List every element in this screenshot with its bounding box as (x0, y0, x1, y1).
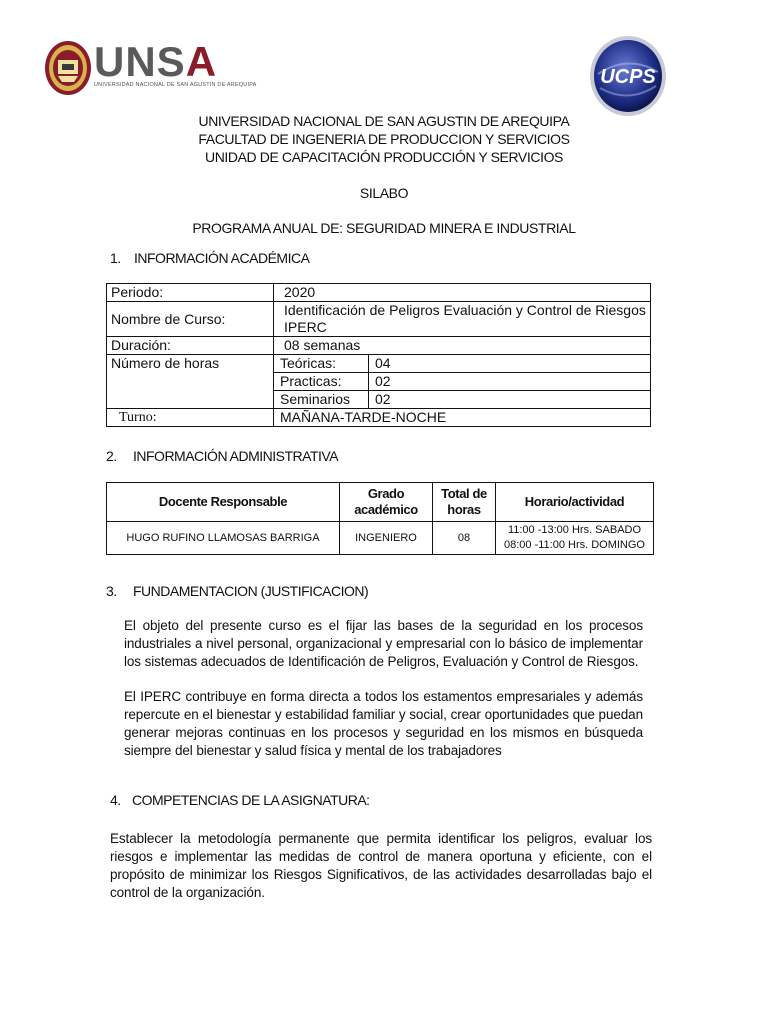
total-horas-header: Total de horas (433, 483, 496, 522)
periodo-value: 2020 (274, 284, 651, 302)
docente-header: Docente Responsable (107, 483, 340, 522)
table-row (107, 373, 651, 391)
horas-label: Número de horas (107, 355, 274, 373)
practicas-label: Practicas: (274, 373, 369, 391)
table-row (107, 355, 651, 373)
duracion-value: 08 semanas (274, 337, 651, 355)
teoricas-label: Teóricas: (274, 355, 369, 373)
administrative-info-table (106, 482, 654, 555)
horario-header: Horario/actividad (496, 483, 654, 522)
section-4-title: 4. COMPETENCIAS DE LA ASIGNATURA: (110, 792, 370, 808)
section-2-title: 2. INFORMACIÓN ADMINISTRATIVA (106, 448, 339, 464)
fundamentacion-paragraph-1: El objeto del presente curso es el fijar las bases de la seguridad en los procesos industriales a nivel personal, organizacional y empresarial con lo básico de implementar los sistemas adecuados de Identificación de Peligros, Evaluación y Control de Riesgos. (124, 618, 643, 669)
academic-info-table (106, 283, 651, 427)
table-row (107, 302, 651, 337)
ucps-logo (588, 34, 668, 118)
turno-label: Turno: (107, 409, 274, 427)
document-type: SILABO (359, 185, 409, 201)
practicas-value: 02 (369, 373, 651, 391)
table-row (107, 391, 651, 409)
ucps-globe-icon (588, 34, 668, 118)
curso-label: Nombre de Curso: (107, 302, 274, 337)
turno-value: MAÑANA-TARDE-NOCHE (274, 409, 651, 427)
periodo-label: Periodo: (107, 284, 274, 302)
unit-name: UNIDAD DE CAPACITACIÓN PRODUCCIÓN Y SERVICIOS (205, 149, 563, 165)
duracion-label: Duración: (107, 337, 274, 355)
ucps-text: UCPS (600, 66, 656, 88)
section-3-title: 3. FUNDAMENTACION (JUSTIFICACION) (106, 583, 369, 599)
table-row (107, 284, 651, 302)
table-row (107, 409, 651, 427)
unsa-wordmark: UNSA (94, 38, 218, 85)
faculty-name: FACULTAD DE INGENERIA DE PRODUCCION Y SERVICIOS (198, 131, 570, 147)
table-header-row (107, 483, 654, 522)
fundamentacion-paragraph-2: El IPERC contribuye en forma directa a todos los estamentos empresariales y además repercute en el bienestar y estabilidad familiar y social, crear oportunidades que puedan generar mejoras continuas en los procesos y seguridad en los mismos en búsqueda siempre del bienestar y salud física y mental de los trabajadores (124, 689, 643, 758)
total-horas-cell: 08 (433, 522, 496, 555)
university-name: UNIVERSIDAD NACIONAL DE SAN AGUSTIN DE AREQUIPA (198, 113, 570, 129)
competencias-paragraph: Establecer la metodología permanente que permita identificar los peligros, evaluar los riesgos e implementar las medidas de control de manera oportuna y eficiente, con el propósito de minimizar los Riesgos Significativos, de las actividades desarrolladas bajo el control de la organización. (110, 831, 652, 900)
university-seal-icon (44, 40, 92, 96)
table-row (107, 522, 654, 555)
teoricas-value: 04 (369, 355, 651, 373)
program-title: PROGRAMA ANUAL DE: SEGURIDAD MINERA E INDUSTRIAL (192, 220, 576, 236)
grado-header: Grado académico (340, 483, 433, 522)
unsa-subtitle: UNIVERSIDAD NACIONAL DE SAN AGUSTÍN DE AREQUIPA (94, 82, 257, 88)
table-row (107, 337, 651, 355)
unsa-logo (44, 38, 257, 98)
curso-value: Identificación de Peligros Evaluación y Control de Riesgos IPERC (274, 302, 651, 337)
horario-cell: 11:00 -13:00 Hrs. SABADO 08:00 -11:00 Hrs. DOMINGO (496, 522, 654, 555)
grado-cell: INGENIERO (340, 522, 433, 555)
seminarios-label: Seminarios (274, 391, 369, 409)
section-1-title: 1. INFORMACIÓN ACADÉMICA (110, 250, 310, 266)
seminarios-value: 02 (369, 391, 651, 409)
docente-cell: HUGO RUFINO LLAMOSAS BARRIGA (107, 522, 340, 555)
